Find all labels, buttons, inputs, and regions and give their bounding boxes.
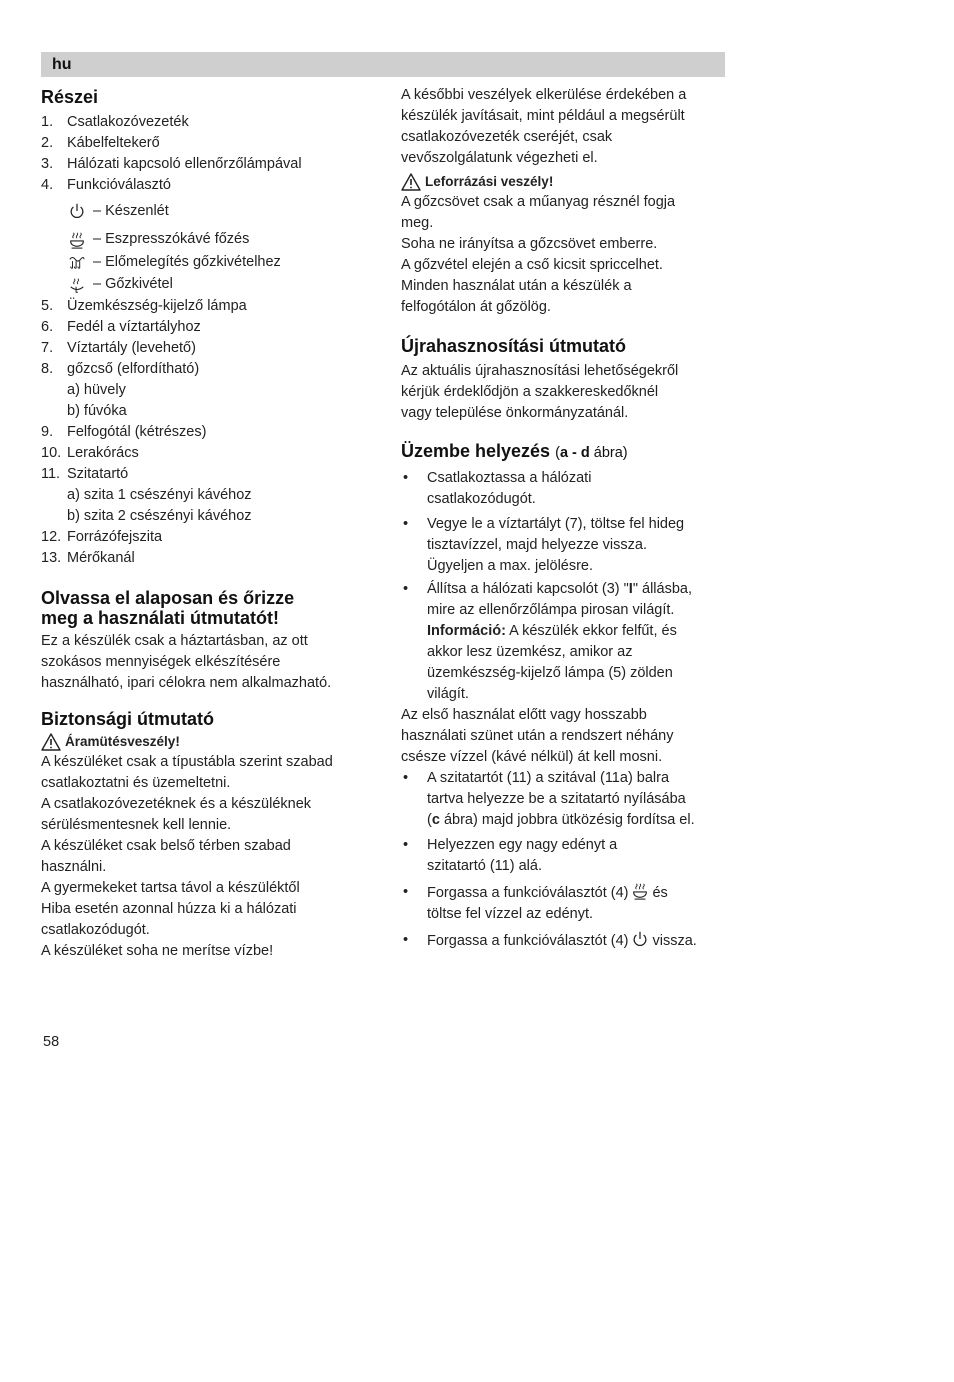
list-item: 7. Víztartály (levehető)	[41, 340, 196, 356]
list-item: 2. Kábelfeltekerő	[41, 135, 160, 151]
list-item: 9. Felfogótál (kétrészes)	[41, 424, 207, 440]
list-item: 4. Funkcióválasztó	[41, 177, 171, 193]
symbol-item: – Készenlét	[41, 200, 381, 223]
symbol-item: – Előmelegítés gőzkivételhez	[41, 251, 381, 274]
scald-text: A gőzcsövet csak a műanyag résznél fogja meg. Soha ne irányítsa a gőzcsövet emberre. A gőzvétel elején a cső kicsit spriccelhet. Minden használat után a készülék a felfogótálon át gőzölög.	[401, 194, 676, 315]
list-item: 13. Mérőkanál	[41, 550, 135, 566]
espresso-cup-icon	[67, 231, 87, 249]
setup-heading: Üzembe helyezés (a - d ábra)	[401, 441, 628, 461]
safety-text: A készüléket csak a típustábla szerint szabad csatlakoztatni és üzemeltetni. A csatlakozóvezetéknek és a készüléknek sérülésmentesnek kell lennie. A készüléket csak belső térben szabad használni. A gyermekeket tartsa távol a készüléktől Hiba esetén azonnal húzza ki a hálózati csatlakozódugót. A készüléket soha ne merítse vízbe!	[41, 754, 333, 959]
left-column	[41, 86, 381, 962]
language-code: hu	[52, 56, 72, 73]
parts-list-cont	[41, 422, 381, 485]
language-header-bar	[41, 52, 725, 77]
read-text: Ez a készülék csak a háztartásban, az ott szokásos mennyiségek elkészítésére használható, ipari célokra nem alkalmazható.	[41, 633, 332, 691]
list-item: • Állítsa a hálózati kapcsolót (3) "I" állásba, mire az ellenőrzőlámpa pirosan világít. Információ: A készülék ekkor felfűt, és akkor lesz üzemkész, amikor az üzemkészség-kijelző lámpa (5) zölden világít.	[401, 579, 723, 705]
sub-item: b) fúvóka	[67, 403, 127, 419]
right-column	[401, 85, 723, 952]
power-standby-icon	[67, 202, 87, 220]
list-item: • Forgassa a funkcióválasztót (4) vissza.	[401, 930, 723, 952]
rinse-paragraph: Az első használat előtt vagy hosszabb használati szünet után a rendszert néhány csésze vízzel (kávé nélkül) át kell mosni.	[401, 707, 674, 765]
list-item: 8. gőzcső (elfordítható)	[41, 361, 200, 377]
warning-icon	[401, 173, 421, 191]
setup-steps	[401, 468, 723, 705]
preheat-steam-icon	[67, 253, 87, 271]
read-heading: Olvassa el alaposan és őrizze meg a használati útmutatót!	[41, 588, 295, 628]
list-item: • Csatlakoztassa a hálózati csatlakozódugót.	[401, 468, 723, 510]
symbol-item: – Gőzkivétel	[41, 274, 381, 297]
list-item: • Forgassa a funkcióválasztót (4) és töltse fel vízzel az edényt.	[401, 882, 723, 925]
safety-heading: Biztonsági útmutató	[41, 709, 214, 729]
list-item: 12. Forrázófejszita	[41, 529, 163, 545]
list-item: 1. Csatlakozóvezeték	[41, 114, 189, 130]
list-item: 5. Üzemkészség-kijelző lámpa	[41, 298, 247, 314]
steam-output-icon	[67, 276, 87, 294]
shock-warning: Áramütésveszély!	[41, 731, 381, 752]
scald-warning: Leforrázási veszély!	[401, 171, 723, 192]
page-number: 58	[43, 1034, 60, 1050]
parts-list-cont	[41, 296, 381, 380]
list-item: 10. Lerakórács	[41, 445, 139, 461]
list-item: • Helyezzen egy nagy edényt a szitatartó (11) alá.	[401, 835, 723, 877]
parts-heading: Részei	[41, 87, 99, 107]
list-item: 3. Hálózati kapcsoló ellenőrzőlámpával	[41, 156, 302, 172]
sub-item: a) szita 1 csészényi kávéhoz	[67, 487, 252, 503]
power-standby-icon	[631, 930, 649, 948]
parts-list-cont	[41, 527, 381, 569]
list-item: 6. Fedél a víztartályhoz	[41, 319, 201, 335]
list-item: • Vegye le a víztartályt (7), töltse fel hideg tisztavízzel, majd helyezze vissza. Ügyeljen a max. jelölésre.	[401, 514, 723, 577]
symbol-list	[41, 200, 381, 296]
list-item: 11. Szitatartó	[41, 466, 129, 482]
symbol-item: – Eszpresszókávé főzés	[41, 229, 381, 252]
warning-icon	[41, 733, 61, 751]
recycle-text: Az aktuális újrahasznosítási lehetőségekről kérjük érdeklődjön a szakkereskedőknél vagy települése önkormányzatánál.	[401, 363, 679, 421]
parts-list	[41, 112, 381, 196]
sub-item: a) hüvely	[67, 382, 126, 398]
list-item: • A szitatartót (11) a szitával (11a) balra tartva helyezze be a szitatartó nyílásába (c ábra) majd jobbra ütközésig fordítsa el.	[401, 768, 723, 831]
repair-notice: A későbbi veszélyek elkerülése érdekében a készülék javításait, mint például a megsérült csatlakozóvezeték cseréjét, csak vevőszolgálatunk végezheti el.	[401, 87, 687, 166]
setup-steps-cont	[401, 768, 723, 952]
sub-item: b) szita 2 csészényi kávéhoz	[67, 508, 252, 524]
espresso-cup-icon	[631, 882, 649, 900]
recycle-heading: Újrahasznosítási útmutató	[401, 336, 627, 356]
